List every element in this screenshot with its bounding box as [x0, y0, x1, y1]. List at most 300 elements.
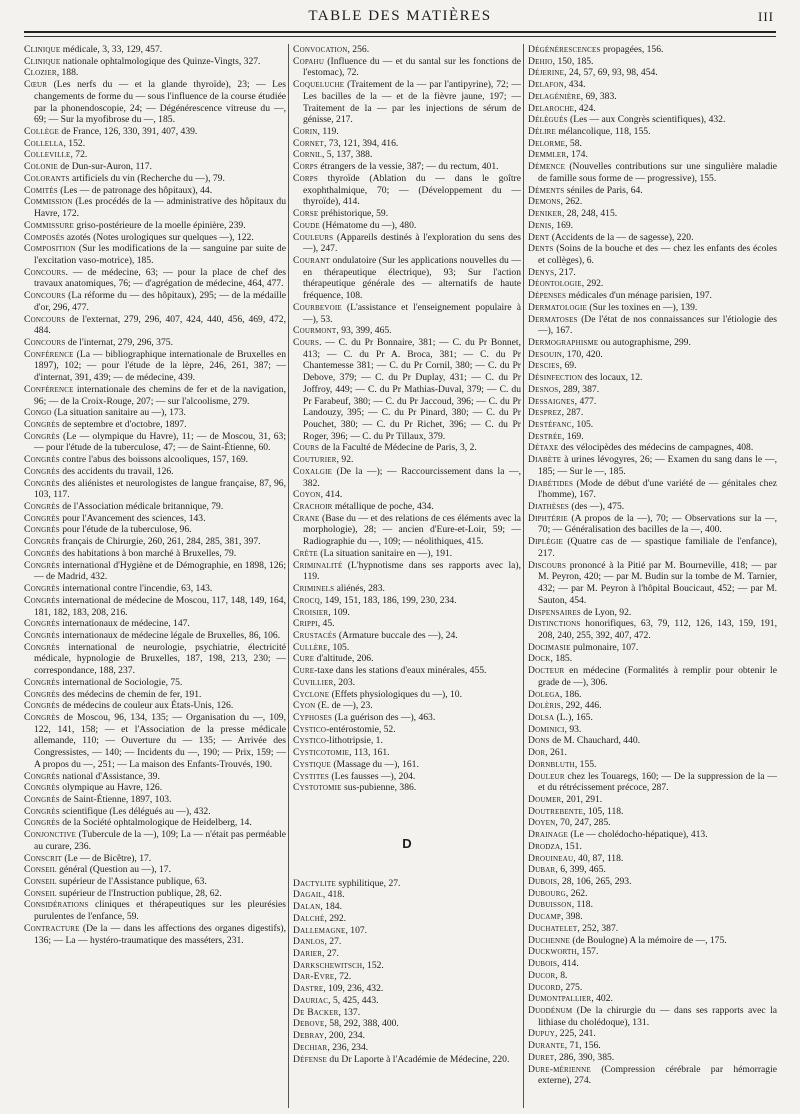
- entry-heading: Dominici: [528, 723, 565, 735]
- index-entry: [293, 255, 521, 302]
- entry-references: , 203.: [333, 676, 356, 688]
- index-entry: [528, 642, 777, 654]
- page-header: [24, 8, 776, 30]
- index-entry: [293, 138, 521, 150]
- entry-heading: Congrès: [24, 688, 60, 700]
- index-entry: [293, 1042, 521, 1054]
- index-entry: [24, 829, 286, 852]
- entry-references: scientifique (Les délégués au —), 432.: [59, 805, 211, 817]
- index-entry: [24, 583, 286, 595]
- index-entry: [24, 149, 286, 161]
- index-entry: [528, 607, 777, 619]
- entry-heading: Congrès: [24, 559, 60, 571]
- entry-heading: Drainage: [528, 829, 569, 841]
- index-entry: [24, 314, 286, 337]
- entry-heading: Desouin: [528, 348, 562, 360]
- entry-heading: Démence: [528, 161, 566, 173]
- entry-references: griso-postérieure de la moelle épinière, 239.: [74, 219, 246, 231]
- index-entry: [293, 79, 521, 126]
- index-entry: [24, 501, 286, 513]
- index-entry: [528, 618, 777, 641]
- entry-references: , 256.: [347, 44, 370, 55]
- index-entry: [528, 853, 777, 865]
- entry-heading: Colleville: [24, 149, 71, 161]
- entry-heading: Congrès: [24, 547, 60, 559]
- entry-references: , 109, 236, 432.: [323, 983, 384, 995]
- entry-references: , 28, 248, 415.: [562, 208, 618, 220]
- entry-heading: Colonie: [24, 161, 58, 173]
- entry-heading: Conjonctive: [24, 829, 77, 841]
- entry-references: -taxe dans les stations d'eaux minérales, 455.: [314, 665, 487, 677]
- entry-heading: Docteur: [528, 665, 565, 677]
- entry-references: , 200, 234.: [324, 1030, 365, 1042]
- index-entry: [528, 454, 777, 477]
- index-entry: [24, 196, 286, 219]
- entry-references: , 418.: [322, 889, 345, 901]
- entry-heading: Debove: [293, 1018, 325, 1030]
- entry-references: de septembre et d'octobre, 1897.: [59, 419, 187, 430]
- entry-heading: Desnos: [528, 383, 559, 395]
- index-entry: [293, 325, 521, 337]
- index-entry: [293, 735, 521, 747]
- entry-heading: Cyclone: [293, 688, 330, 700]
- entry-heading: Dor: [528, 747, 546, 759]
- entry-heading: Clozier: [24, 67, 57, 79]
- entry-heading: Conseil: [24, 887, 57, 899]
- entry-heading: Dornbluth: [528, 758, 575, 770]
- index-entry: [528, 1064, 777, 1087]
- entry-references: (La situation sanitaire en —), 191.: [317, 547, 453, 559]
- entry-references: . — de médecine, 63; — pour la place de chef des travaux anatomiques, 76; — d'agrégation de médecine, 464, 477.: [34, 266, 286, 290]
- entry-heading: Cure: [293, 653, 315, 665]
- entry-references: (Armature buccale des —), 24.: [336, 629, 458, 641]
- index-entry: [528, 243, 777, 266]
- index-entry: [24, 876, 286, 888]
- index-entry: [293, 712, 521, 724]
- entry-references: du Dr Laporte à l'Académie de Médecine, 220.: [327, 1053, 510, 1065]
- entry-heading: Congrès: [24, 629, 60, 641]
- entry-references: -lithotripsie, 1.: [326, 735, 383, 747]
- entry-references: de Saint-Étienne, 1897, 103.: [59, 794, 172, 805]
- index-entry: [293, 889, 521, 901]
- entry-references: , 236, 234.: [327, 1041, 369, 1053]
- entry-references: (Mode de début d'une variété de — génitales chez l'homme), 167.: [538, 477, 777, 501]
- entry-heading: Dons: [528, 735, 550, 747]
- index-entry: [528, 314, 777, 337]
- index-entry: [24, 79, 286, 126]
- index-entry: [293, 960, 521, 972]
- entry-references: , 151.: [560, 840, 582, 852]
- entry-references: , 72.: [334, 971, 352, 983]
- index-entry: [528, 478, 777, 501]
- entry-references: aliénés, 283.: [334, 583, 385, 595]
- entry-references: thyroïde (Ablation du — dans le goître exophthalmique, 70; — (Développement du — thyroïde), 414.: [303, 172, 521, 208]
- index-entry: [293, 948, 521, 960]
- entry-references: médicales d'un ménage parisien, 197.: [566, 290, 712, 302]
- column-divider: [523, 44, 524, 1108]
- entry-references: (La réforme du — des hôpitaux), 295; — de la médaille d'or, 296, 477.: [34, 290, 286, 313]
- index-entry: [528, 724, 777, 736]
- index-entry: [24, 161, 286, 173]
- entry-references: , 107.: [345, 924, 368, 936]
- entry-heading: Conférence: [24, 348, 74, 360]
- entry-heading: Conseil: [24, 876, 57, 888]
- entry-references: , 152.: [362, 959, 384, 971]
- entry-heading: Copahu: [293, 55, 325, 67]
- entry-heading: Descies: [528, 360, 560, 372]
- entry-references: (Influence du — et du santal sur les fonctions de l'estomac), 72.: [303, 55, 521, 79]
- entry-references: , 169.: [562, 430, 584, 442]
- entry-heading: Dock: [528, 653, 551, 665]
- index-entry: [293, 971, 521, 983]
- entry-references: , 45.: [317, 618, 335, 630]
- entry-references: , 28, 106, 265, 293.: [557, 876, 632, 888]
- entry-references: , 262.: [560, 196, 583, 208]
- entry-references: (Effets physiologiques du —), 10.: [329, 688, 462, 700]
- entry-references: , 414.: [320, 489, 343, 501]
- entry-heading: Duchenne: [528, 934, 570, 946]
- entry-references: , 27.: [324, 936, 342, 948]
- index-entry: [24, 407, 286, 419]
- index-entry: [24, 173, 286, 185]
- index-entry: [528, 267, 777, 279]
- entry-references: , 261.: [545, 747, 567, 759]
- entry-heading: Couturier: [293, 454, 337, 466]
- entry-references: (Le — cholédocho-hépatique), 413.: [568, 829, 708, 841]
- index-entry: [24, 185, 286, 197]
- index-entry: [528, 431, 777, 443]
- entry-references: , 292.: [324, 912, 347, 924]
- index-entry: [528, 185, 777, 197]
- entry-heading: Duchatelet: [528, 922, 578, 934]
- entry-references: sus-pubienne, 386.: [341, 782, 417, 794]
- entry-references: supérieur de l'Assistance publique, 63.: [56, 876, 207, 888]
- index-entry: [24, 700, 286, 712]
- entry-heading: Conscrit: [24, 852, 62, 864]
- index-entry: [293, 302, 521, 325]
- entry-heading: Diplégie: [528, 536, 563, 548]
- entry-references: nationale ophtalmologique des Quinze-Vingts, 327.: [60, 55, 261, 67]
- page-title: TABLE DES MATIÈRES: [308, 8, 492, 24]
- entry-references: , 149, 151, 183, 186, 199, 230, 234.: [319, 594, 457, 606]
- index-entry: [24, 548, 286, 560]
- index-entry: [528, 982, 777, 994]
- entry-references: , 402.: [591, 993, 613, 1005]
- entry-heading: Denys: [528, 266, 555, 278]
- entry-references: (Les nerfs du — et la glande thyroïde), 23; — Les changements de forme du — sous l'influence de la course étudiée par la phonendoscopie, 24; — Dégénérescence vitreuse du —, 69; — Sur la myofibrose du —, 185.: [34, 79, 286, 126]
- index-entry: [293, 161, 521, 173]
- entry-heading: Comités: [24, 184, 58, 196]
- index-entry: [24, 853, 286, 865]
- entry-references: séniles de Paris, 64.: [564, 184, 643, 196]
- index-entry: [528, 396, 777, 408]
- entry-references: contre l'abus des boissons alcooliques, 157, 169.: [59, 454, 249, 466]
- entry-references: (De la — dans les affections des organes digestifs), 136; — La — hystéro-traumatique des masséters, 231.: [34, 922, 286, 946]
- entry-references: , 69.: [559, 360, 577, 372]
- index-entry: [528, 161, 777, 184]
- entry-heading: Commissure: [24, 219, 75, 231]
- index-entry: [293, 56, 521, 79]
- entry-references: général (Question au —), 17.: [56, 864, 171, 876]
- entry-heading: Dastre: [293, 983, 324, 995]
- index-entry: [24, 478, 286, 501]
- index-entry: [528, 126, 777, 138]
- index-entry: [293, 724, 521, 736]
- index-entry: [528, 349, 777, 361]
- entry-references: chez les Touaregs, 160; — De la suppression de la — et du rétrécissement précoce, 287.: [538, 770, 777, 794]
- entry-heading: Dermatoses: [528, 313, 578, 325]
- entry-heading: Dispensaires: [528, 606, 581, 618]
- entry-heading: Doyen: [528, 817, 556, 829]
- entry-heading: Congrès: [24, 817, 60, 829]
- entry-heading: Darier: [293, 948, 323, 960]
- index-entry: [528, 560, 777, 607]
- index-entry: [293, 513, 521, 548]
- entry-references: des vélocipèdes des médecins de campagnes, 408.: [558, 442, 754, 454]
- index-entry: [293, 583, 521, 595]
- entry-references: métallique de poche, 434.: [332, 501, 434, 513]
- entry-references: de la Société ophtalmologique de Heidelberg, 14.: [59, 817, 252, 829]
- entry-heading: Cyphoses: [293, 711, 333, 723]
- entry-heading: Dalan: [293, 901, 321, 913]
- entry-heading: Cullère: [293, 641, 328, 653]
- entry-heading: Désinfection: [528, 372, 583, 384]
- entry-heading: Composition: [24, 243, 76, 255]
- entry-heading: Corps: [293, 161, 318, 173]
- entry-references: , 184.: [320, 901, 342, 913]
- index-entry: [528, 794, 777, 806]
- entry-references: , 252, 387.: [577, 922, 619, 934]
- index-entry: [528, 829, 777, 841]
- entry-references: , 70, 247, 285.: [555, 817, 611, 829]
- entry-references: (Les fausses —), 204.: [329, 770, 416, 782]
- entry-heading: Criminels: [293, 583, 335, 595]
- entry-references: , 137.: [338, 1006, 361, 1018]
- entry-heading: Cours: [293, 336, 320, 348]
- entry-heading: Ducor: [528, 969, 556, 981]
- entry-references: , 105, 118.: [583, 805, 624, 817]
- entry-heading: Delorme: [528, 137, 566, 149]
- entry-references: , 105.: [327, 641, 350, 653]
- entry-heading: Congrès: [24, 700, 60, 712]
- entry-references: (La — bibliographique internationale de Bruxelles en 1897), 102; — pour l'étude de la lèpre, 246, 261, 387; — d'internat, 391, 439; — de médecine, 439.: [34, 348, 286, 384]
- entry-heading: Cystotomie: [293, 782, 342, 794]
- entry-heading: Composés: [24, 231, 65, 243]
- entry-references: national d'Assistance, 39.: [59, 770, 160, 782]
- entry-references: de Lyon, 92.: [580, 606, 632, 618]
- entry-heading: Congrès: [24, 618, 60, 630]
- entry-heading: Congrès: [24, 477, 60, 489]
- entry-references: de M. Chauchard, 440.: [549, 735, 641, 747]
- entry-heading: De Backer: [293, 1006, 339, 1018]
- entry-heading: Demons: [528, 196, 561, 208]
- index-entry: [293, 208, 521, 220]
- index-entry: [293, 548, 521, 560]
- entry-heading: Dessaignes: [528, 395, 575, 407]
- index-entry: [293, 618, 521, 630]
- page-number: III: [758, 9, 774, 24]
- entry-references: de Moscou, 96, 134, 135; — Organisation du —, 109, 122, 141, 158; — et l'Association de la presse médicale allemande, 110; — Ouverture du — 135; — Arrivée des Congressistes, — 140; — Incidents du —, 190; — Prix, 159; — A propos du —, 251; — La maison des Enfants-Trouvés, 190.: [34, 711, 286, 770]
- entry-heading: Dolèris: [528, 700, 561, 712]
- entry-heading: Délégués: [528, 114, 568, 126]
- entry-references: , 174.: [566, 149, 588, 161]
- entry-heading: Colorants: [24, 172, 70, 184]
- index-entry: [24, 689, 286, 701]
- entry-references: , 105.: [571, 419, 594, 430]
- entry-references: , 119.: [317, 126, 339, 138]
- entry-heading: Cours: [293, 442, 320, 454]
- index-entry: [528, 841, 777, 853]
- index-entry: [528, 290, 777, 302]
- entry-heading: Dauriac: [293, 994, 329, 1006]
- entry-references: , 113, 161.: [349, 747, 390, 759]
- entry-heading: Crète: [293, 547, 318, 559]
- index-entry: [24, 349, 286, 384]
- index-entry: [293, 936, 521, 948]
- entry-heading: Cystico: [293, 723, 327, 735]
- entry-references: , 169.: [551, 219, 574, 231]
- entry-heading: Dubois: [528, 876, 558, 888]
- index-entry: [528, 1040, 777, 1052]
- entry-references: (L'assistance et l'enseignement populaire à —), 53.: [303, 301, 521, 325]
- entry-heading: Considérations: [24, 899, 89, 911]
- index-entry: [528, 442, 777, 454]
- entry-references: international contre l'incendie, 63, 143.: [59, 583, 213, 595]
- entry-references: , 27.: [322, 948, 339, 960]
- entry-heading: Croisier: [293, 606, 329, 618]
- header-rule-thick: [24, 31, 776, 33]
- index-entry: [293, 489, 521, 501]
- index-entry: [293, 665, 521, 677]
- entry-heading: Douleur: [528, 770, 565, 782]
- entry-references: international de Sociologie, 75.: [59, 676, 183, 688]
- index-entry: [24, 267, 286, 290]
- index-entry: [293, 173, 521, 208]
- entry-references: (L.), 165.: [554, 711, 593, 723]
- entry-heading: Dégénérescences: [528, 44, 601, 55]
- entry-heading: Duckworth: [528, 946, 577, 958]
- index-entry: [528, 513, 777, 536]
- entry-heading: Clinique: [24, 55, 61, 67]
- entry-heading: Courant: [293, 254, 330, 266]
- entry-heading: Debray: [293, 1030, 325, 1042]
- entry-references: (Hématome du —), 480.: [319, 219, 417, 231]
- index-entry: [24, 431, 286, 454]
- index-entry: [528, 771, 777, 794]
- entry-heading: Destéfanc: [528, 419, 572, 430]
- entry-references: à urines lévogyres, 26; — Examen du sang dans le —, 185; — Sur le —, 185.: [538, 454, 777, 477]
- entry-references: , 225, 241.: [555, 1028, 596, 1040]
- entry-heading: Dehio: [528, 55, 553, 67]
- entry-heading: Détaxe: [528, 442, 559, 454]
- index-entry: [528, 278, 777, 290]
- index-entry: [24, 677, 286, 689]
- entry-heading: Crustacés: [293, 629, 337, 641]
- index-entry: [24, 771, 286, 783]
- index-entry: [293, 442, 521, 454]
- entry-references: internationale des chemins de fer et de la navigation, 96; — de la Croix-Rouge, 207; — sur l'alcoolisme, 279.: [34, 383, 286, 407]
- entry-heading: Cure: [293, 665, 315, 677]
- entry-heading: Congrès: [24, 419, 60, 430]
- entry-heading: Darkschewitsch: [293, 959, 363, 971]
- entry-references: , 185.: [550, 653, 573, 665]
- entry-heading: Congrès: [24, 641, 60, 653]
- index-entry: [528, 958, 777, 970]
- index-entry: [293, 901, 521, 913]
- entry-heading: Cornet: [293, 137, 324, 149]
- entry-heading: Courbevoie: [293, 301, 342, 313]
- entry-references: , 109.: [328, 606, 350, 618]
- entry-heading: Crane: [293, 512, 320, 524]
- index-entry: [24, 419, 286, 431]
- entry-heading: Cysticotomie: [293, 747, 350, 759]
- index-entry: [24, 243, 286, 266]
- index-entry: [293, 653, 521, 665]
- entry-references: de France, 126, 330, 391, 407, 439.: [59, 126, 198, 138]
- entry-references: prononcé à la Pitié par M. Bourneville, 418; — par M. Peyron, 420; — par M. Budin sur la tombe de M. Tarnier, 432; — par M. Peyron à l'hôpital Boucicaut, 452; — par M. Sauton, 454.: [538, 559, 777, 606]
- index-entry: [528, 899, 777, 911]
- entry-references: (De l'état de nos connaissances sur l'étiologie des —), 167.: [538, 313, 777, 337]
- entry-heading: Ducamp: [528, 911, 562, 923]
- entry-heading: Coyon: [293, 489, 321, 501]
- index-entry: [528, 407, 777, 419]
- entry-references: des aliénistes et neurologistes de langue française, 87, 96, 103, 117.: [34, 477, 286, 501]
- entry-references: , 58, 292, 388, 400.: [324, 1018, 399, 1030]
- entry-references: étrangers de la vessie, 387; — du rectum, 401.: [317, 161, 499, 173]
- entry-references: , 5, 137, 388.: [322, 149, 373, 161]
- entry-heading: Dépenses: [528, 290, 567, 302]
- entry-references: de l'internat, 279, 296, 375.: [65, 336, 173, 348]
- entry-references: , 217.: [554, 266, 576, 278]
- index-entry: [293, 689, 521, 701]
- index-entry: [293, 747, 521, 759]
- entry-references: , 150, 185.: [552, 55, 594, 67]
- index-entry: [528, 67, 777, 79]
- entry-heading: Déjerine: [528, 67, 565, 79]
- entry-references: , 69, 383.: [580, 90, 617, 102]
- entry-heading: Dagail: [293, 889, 323, 901]
- entry-references: internationaux de médecine légale de Bruxelles, 86, 106.: [59, 629, 281, 641]
- entry-heading: Docimasie: [528, 641, 571, 653]
- index-entry: [528, 970, 777, 982]
- entry-heading: Congrès: [24, 782, 60, 794]
- entry-references: (Traitement de la — par l'antipyrine), 72; — Les bacilles de la — et de la fièvre jaune, 197; — Traitement de la — par les injections de sérum de génisse, 217.: [303, 79, 521, 126]
- entry-references: (Massage du —), 161.: [330, 758, 419, 770]
- index-entry: [293, 1007, 521, 1019]
- index-entry: [293, 677, 521, 689]
- entry-heading: Distinctions: [528, 618, 581, 630]
- index-entry: [24, 864, 286, 876]
- entry-references: olympique au Havre, 126.: [59, 782, 163, 794]
- entry-heading: Contracture: [24, 922, 80, 934]
- entry-references: internationaux de médecine, 147.: [59, 618, 190, 630]
- index-entry: [24, 817, 286, 829]
- entry-heading: Congrès: [24, 805, 60, 817]
- index-entry: [528, 91, 777, 103]
- entry-references: (Sur les modifications de la — sanguine par suite de l'excitation vaso-motrice), 185.: [34, 243, 286, 266]
- entry-heading: Corin: [293, 126, 318, 138]
- entry-heading: Cœur: [24, 79, 48, 91]
- index-entry: [528, 864, 777, 876]
- index-entry: [24, 782, 286, 794]
- entry-heading: Clinique: [24, 44, 61, 55]
- entry-heading: Crachoir: [293, 501, 333, 513]
- entry-heading: Congrès: [24, 676, 60, 688]
- entry-heading: Déontologie: [528, 278, 582, 290]
- entry-references: (Base du — et des relations de ces éléments avec la morphologie), 28; — ancien d'Eure-et-Loir, 59; — Radiographie du —, 109; — néolithiques, 415.: [303, 512, 521, 548]
- index-entry: [528, 196, 777, 208]
- index-entry: [24, 220, 286, 232]
